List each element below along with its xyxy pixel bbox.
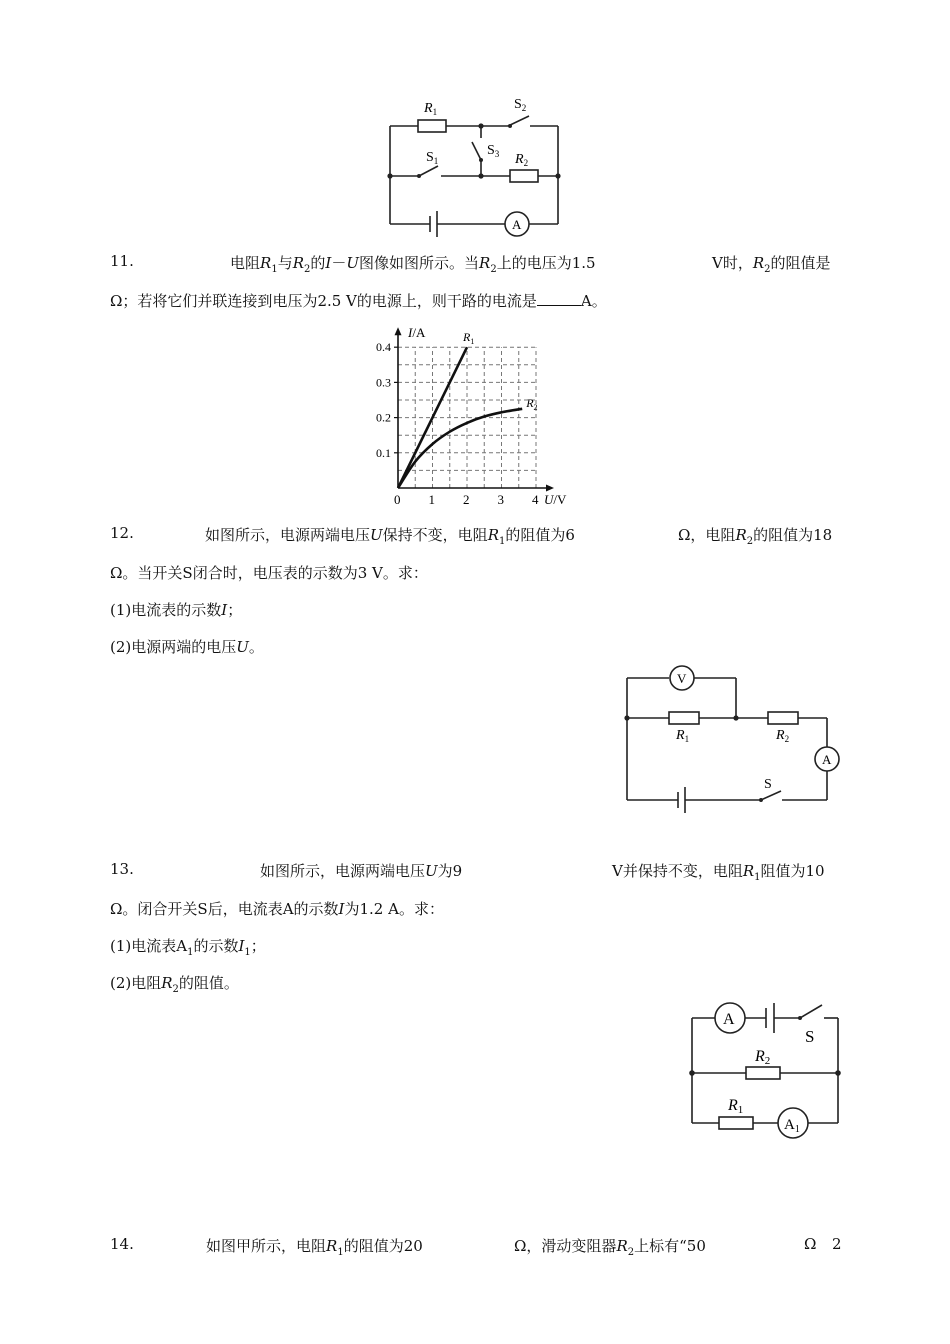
svg-text:S3: $S_3$ [487, 143, 500, 159]
x-tick-label: 1 [428, 492, 435, 507]
svg-text:A1: $A_1$ [784, 1117, 800, 1135]
resistor-r1 [719, 1117, 753, 1129]
switch-s [800, 1005, 822, 1018]
x-tick-label: 2 [463, 492, 470, 507]
question-12-line1-right: Ω，电阻$R_2$的阻值为18 [678, 526, 833, 547]
question-14-line1-d: 2 [832, 1235, 842, 1253]
series-label-r1: $R_1$ [463, 330, 475, 347]
question-12-sub1: (1)电流表的示数I； [110, 601, 243, 619]
question-13-line1-left: 如图所示，电源两端电压U为9 [260, 862, 463, 880]
question-11-line1-left: 电阻$R_1$与$R_2$的I－U图像如图所示。当$R_2$上的电压为1.5 [230, 254, 596, 275]
y-axis-label: I/A [408, 325, 426, 341]
question-12-line1-left: 如图所示，电源两端电压U保持不变，电阻$R_1$的阻值为6 [205, 526, 575, 547]
question-14-line1-a: 如图甲所示，电阻$R_1$的阻值为20 [206, 1237, 423, 1258]
y-tick-label: 0.1 [376, 445, 391, 460]
svg-text:V: V [677, 671, 687, 686]
question-14-number: 14. [110, 1235, 134, 1253]
question-12-line2: Ω。当开关S闭合时，电压表的示数为3 V。求： [110, 564, 428, 582]
svg-text:R2: $R_2$ [776, 728, 790, 744]
svg-text:R1: $R_1$ [424, 101, 438, 117]
svg-text:S2: $S_2$ [514, 97, 527, 113]
question-13-number: 13. [110, 860, 134, 878]
svg-text:S: S [764, 777, 772, 792]
question-12-number: 12. [110, 524, 134, 542]
x-axis-label: U/V [544, 492, 567, 507]
resistor-r2 [746, 1067, 780, 1079]
x-tick-label: 3 [497, 492, 504, 507]
question-13-sub1: (1)电流表$A_1$的示数$I_1$； [110, 937, 266, 958]
svg-text:R1: R1 [728, 1097, 744, 1116]
svg-text:R2: R2 [755, 1048, 771, 1067]
y-tick-label: 0.4 [376, 340, 391, 355]
series-label-r2: $R_2$ [526, 395, 538, 412]
svg-text:A: A [723, 1011, 735, 1028]
svg-text:A: A [512, 217, 522, 232]
question-13-line2: Ω。闭合开关S后，电流表A的示数I为1.2 A。求： [110, 900, 444, 918]
svg-text:R1: $R_1$ [676, 728, 690, 744]
question-13-line1-right: V并保持不变，电阻$R_1$阻值为10 [612, 862, 825, 883]
x-tick-label: 4 [532, 492, 539, 507]
question-11-line2: Ω；若将它们并联连接到电压为2.5 V的电源上，则干路的电流是 A。 [110, 292, 607, 310]
question-12-sub2: (2)电源两端的电压U。 [110, 638, 264, 656]
svg-text:A: A [822, 752, 832, 767]
svg-text:R2: $R_2$ [515, 152, 529, 168]
question-11-number: 11. [110, 252, 134, 270]
svg-text:S1: $S_1$ [426, 150, 439, 166]
question-14-line1-b: Ω，滑动变阻器$R_2$上标有“50 [514, 1237, 706, 1258]
question-11-line1-right: V时，$R_2$的阻值是 [712, 254, 831, 275]
question-13-sub2: (2)电阻$R_2$的阻值。 [110, 974, 239, 995]
x-tick-label: 0 [394, 492, 401, 507]
y-tick-label: 0.3 [376, 375, 391, 390]
question-14-line1-c: Ω [804, 1235, 817, 1253]
y-tick-label: 0.2 [376, 410, 391, 425]
svg-text:S: S [805, 1027, 815, 1046]
